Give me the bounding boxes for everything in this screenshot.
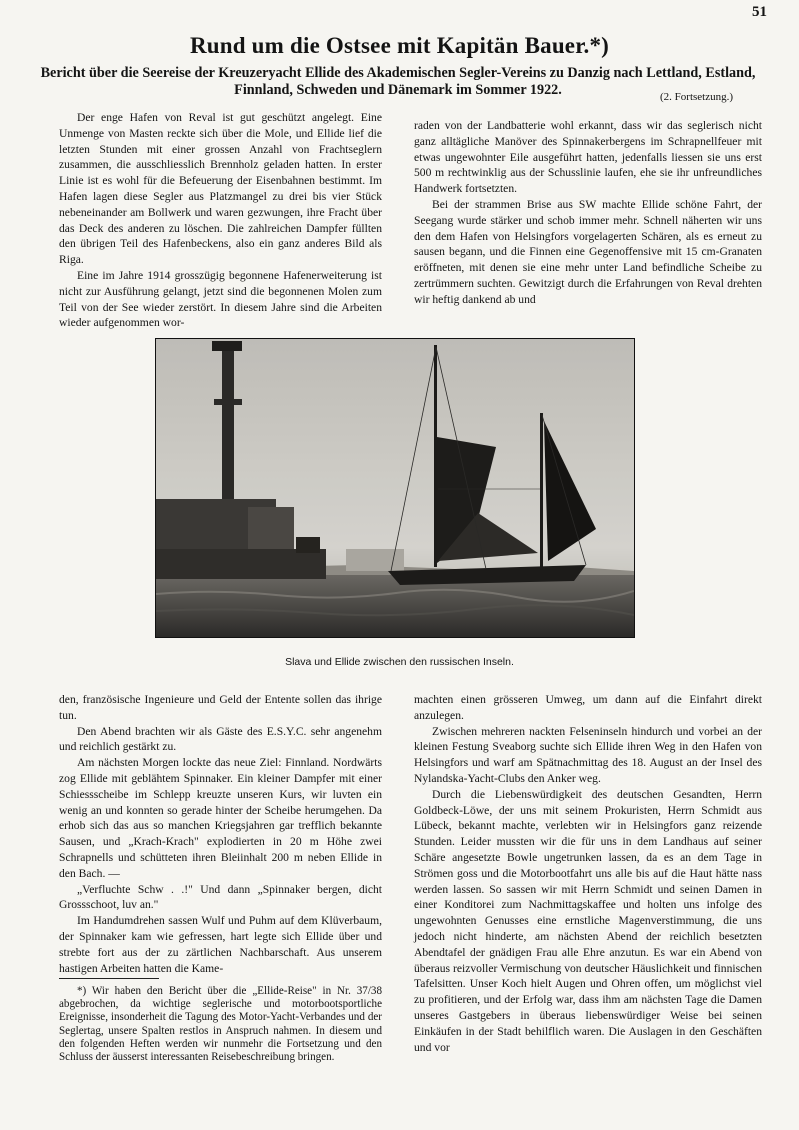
column-bottom-left: [59, 692, 382, 976]
paragraph: raden von der Landbatterie wohl erkannt, dass wir das seglerisch nicht ganz alltägliche Manöver des Spinnakerbergens im Schrapnellfeuer mit etwas ungewohnter Eile ausgeführt hatten, jedenfalls liessen sie uns erst 500 m rechtwinklig aus der Schusslinie laufen, ehe sie ihr unfreundliches Handwerk fortsetzten.: [414, 119, 762, 196]
continuation-note: (2. Fortsetzung.): [660, 91, 734, 103]
article-title: Rund um die Ostsee mit Kapitän Bauer.*): [189, 33, 610, 58]
paragraph: „Verfluchte Schw . .!" Und dann „Spinnaker bergen, dicht Grossschoot, luv an.": [59, 882, 382, 912]
paragraph: Am nächsten Morgen lockte das neue Ziel: Finnland. Nordwärts zog Ellide mit geblähtem Spinnaker. Ein kleiner Dampfer mit einer Schiessscheibe im Schlepp kreuzte unseren Kurs, wir luvten ein wenig an und konnten so gerade hinter der Scheibe herumgehen. Da erhob sich das aus so manchen Kriegsjahren gar trefflich bekannte Sausen, und „Krach-Krach" explodierten in 20 m Höhe zwei Schrapnells und schütteten ihren Bleiinhalt 200 m neben Ellide in den Bach. —: [59, 756, 382, 880]
column-bottom-right: [414, 692, 762, 1055]
paragraph: Zwischen mehreren nackten Felseninseln hindurch und vorbei an der kleinen Festung Sveaborg suchte sich Ellide ihren Weg in den Hafen von Helsingfors und warf am Spätnachmittag des 18. August an der Insel des Nylandska-Yacht-Clubs den Anker weg.: [414, 724, 762, 785]
paragraph: Eine im Jahre 1914 grosszügig begonnene Hafenerweiterung ist nicht zur Ausführung gelangt, jetzt sind die begonnenen Molen zum Teil von der See wieder zerstört. In diesem Jahre sind die Arbeiten wieder aufgenommen wor-: [59, 268, 382, 330]
article-subtitle: Bericht über die Seereise der Kreuzeryacht Ellide des Akademischen Segler-Vereins zu Danzig nach Lettland, Estland, Finnland, Schweden und Dänemark im Sommer 1922.: [40, 65, 756, 98]
paragraph: Durch die Liebenswürdigkeit des deutschen Gesandten, Herrn Goldbeck-Löwe, der uns mit seinem Prokuristen, Herrn Schmidt aus Lübeck, bekannt machte, verlebten wir in Helsingfors ganz reizende Stunden. Leider mussten wir die für uns in dem Landhaus auf seiner Schäre angesetzte Bowle ungetrunken lassen, da es an dem Tage in Strömen goss und die Motorbootfahrt uns alle bis auf die Haut hätte nass werden lassen. So sassen wir mit Herrn Schmidt und seinen Damen in einer Konditorei zum Nachmittagskaffee und holten uns infolge des ungewohnten Genusses eine ernstliche Magenverstimmung, die uns jedoch nicht hinderte, am nächsten Abend der reichlich besetzten Abendtafel der gnädigen Frau alle Ehre anzutun. Es war ein Abend von überaus reizvoller Vermischung von deutscher Häuslichkeit und finnischen Tafelsitten. Unser Koch hielt Augen und Ohren offen, um möglichst viel zu profitieren, und der Erfolg war, dass ihm am nächsten Tage die Damen unseres Gastgebers in überaus liebenswürdiger Weise bei seinen Einkäufen in der Stadt behilflich waren. Die Auslagen in den Geschäften und vor: [414, 787, 762, 1054]
paragraph: machten einen grösseren Umweg, um dann auf die Einfahrt direkt anzulegen.: [414, 693, 762, 722]
footnote-text: *) Wir haben den Bericht über die „Ellide-Reise" in Nr. 37/38 abgebrochen, da wichtige seglerische und motorbootsportliche Ereignisse, insonderheit die Tagung des Motor-Yacht-Verbandes und der Seglertag, unsere Spalten restlos in Anspruch nahmen. In diesem und den folgenden Heften werden wir nunmehr die Fortsetzung und den Schluss der äusserst interessanten Reisebeschreibung bringen.: [59, 985, 382, 1064]
page-number: 51: [752, 4, 767, 20]
paragraph: Der enge Hafen von Reval ist gut geschützt angelegt. Eine Unmenge von Masten reckte sich über die Mole, und Ellide lief die letzten Stunden mit einer grossen Anzahl von Frachtseglern zusammen, die ausschliesslich Brennholz geladen hatten. In erster Linie ist es wohl für die Befeuerung der Eisenbahnen bestimmt. Im Hafen lagen diese Segler aus Platzmangel zu drei bis vier Stück nebeneinander am Bollwerk und waren gezwungen, ihre Fracht über das Deck des anderen zu löschen. Die zahlreichen Dampfer füllten den übrigen Teil des Hafenbeckens, also ein ganz anderes Bild als Riga.: [59, 111, 382, 267]
sailing-yachts-photo: [155, 338, 635, 638]
paragraph: Im Handumdrehen sassen Wulf und Puhm auf dem Klüverbaum, der Spinnaker kam wie gefressen, hart legte sich Ellide über und strebte fort aus der zu zärtlichen Nachbarschaft. Aus unserem hastigen Arbeiten hatten die Kame-: [59, 914, 382, 975]
paragraph: den, französische Ingenieure und Geld der Entente sollen das ihrige tun.: [59, 693, 382, 722]
footnote: [59, 985, 382, 1064]
column-top-right: [414, 118, 762, 308]
photo-illustration: [156, 339, 634, 637]
footnote-divider: [59, 978, 159, 979]
paragraph: Den Abend brachten wir als Gäste des E.S.Y.C. sehr angenehm und reichlich gestärkt zu.: [59, 724, 382, 754]
paragraph: Bei der strammen Brise aus SW machte Ellide schöne Fahrt, der Seegang wurde stärker und schob immer mehr. Schnell näherten wir uns den dem Hafen von Helsingfors vorgelagerten Schären, als es erneut zu sausen begann, und die Finnen eine Gegenoffensive mit 15 cm-Granaten eröffneten, mit denen sie eine mehr unter Land befindliche Scheibe zu zertrümmern suchten. Gewitzigt durch die Erfahrungen von Reval drehten wir heftig dankend ab und: [414, 197, 762, 306]
column-top-left: [59, 110, 382, 331]
photo-caption: Slava und Ellide zwischen den russischen Inseln.: [285, 656, 514, 668]
